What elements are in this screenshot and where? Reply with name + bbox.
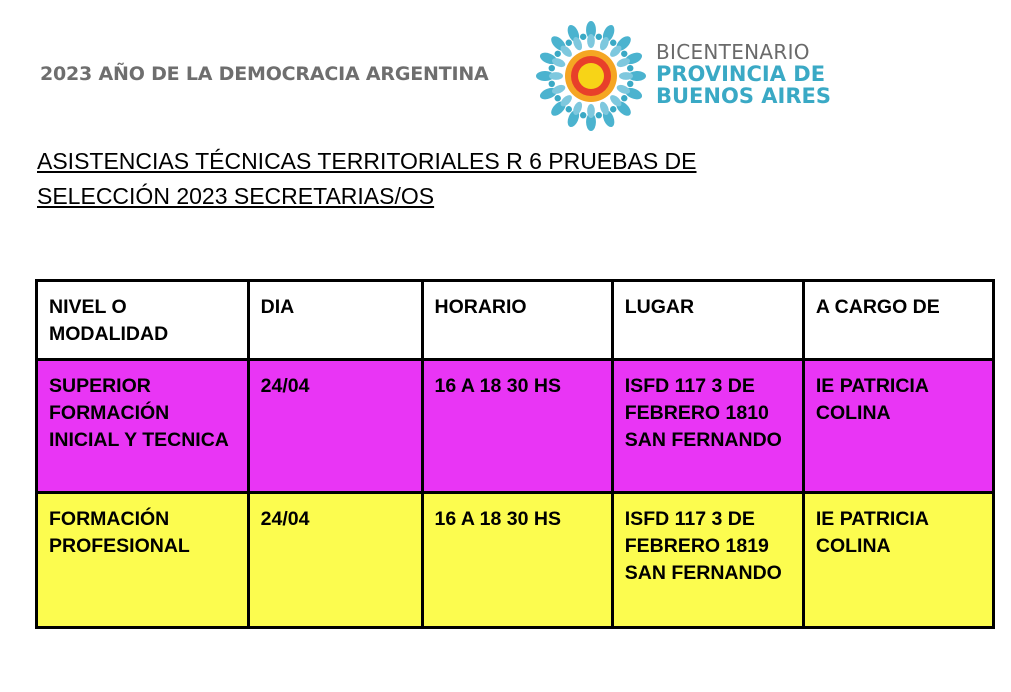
table-header-row	[37, 281, 994, 360]
cell-a-cargo: IE PATRICIA COLINA	[803, 360, 993, 493]
header-dia: DIA	[248, 281, 422, 360]
cell-dia: 24/04	[248, 493, 422, 628]
header-nivel: NIVEL O MODALIDAD	[37, 281, 249, 360]
table-row	[37, 360, 994, 493]
cell-nivel: FORMACIÓN PROFESIONAL	[37, 493, 249, 628]
logo-line-1: BICENTENARIO	[656, 40, 810, 64]
header-horario: HORARIO	[422, 281, 612, 360]
logo-line-3: BUENOS AIRES	[656, 84, 831, 108]
cell-dia: 24/04	[248, 360, 422, 493]
cell-horario: 16 A 18 30 HS	[422, 493, 612, 628]
document-title	[37, 144, 857, 214]
logo-line-2: PROVINCIA DE	[656, 62, 826, 86]
title-line-2: SELECCIÓN 2023 SECRETARIAS/OS	[37, 183, 435, 209]
cell-nivel: SUPERIOR FORMACIÓN INICIAL Y TECNICA	[37, 360, 249, 493]
title-line-1: ASISTENCIAS TÉCNICAS TERRITORIALES R 6 PRUEBAS DE	[37, 148, 697, 174]
cell-lugar: ISFD 117 3 DE FEBRERO 1819 SAN FERNANDO	[612, 493, 803, 628]
cell-lugar: ISFD 117 3 DE FEBRERO 1810 SAN FERNANDO	[612, 360, 803, 493]
table-row	[37, 493, 994, 628]
sun-emblem-icon	[533, 20, 649, 132]
header-a-cargo: A CARGO DE	[803, 281, 993, 360]
cell-horario: 16 A 18 30 HS	[422, 360, 612, 493]
cell-a-cargo: IE PATRICIA COLINA	[803, 493, 993, 628]
bicentenario-logo	[656, 42, 831, 107]
header-lugar: LUGAR	[612, 281, 803, 360]
schedule-table	[35, 279, 995, 629]
year-motto: 2023 AÑO DE LA DEMOCRACIA ARGENTINA	[40, 63, 489, 85]
